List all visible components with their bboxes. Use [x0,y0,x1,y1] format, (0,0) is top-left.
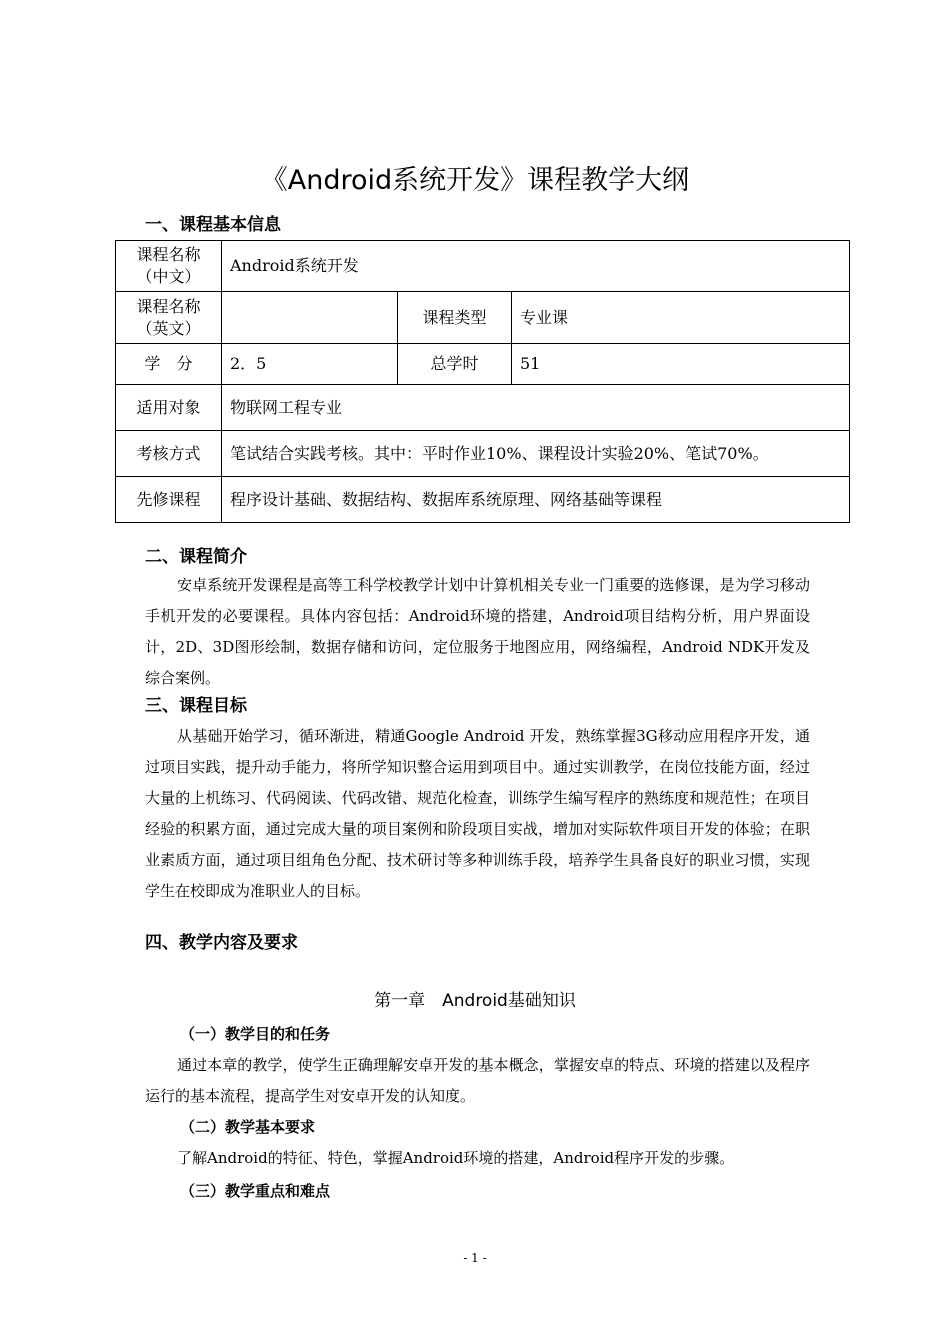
subheading-requirements: （二）教学基本要求 [180,1118,316,1136]
table-row-en-name [116,292,850,344]
cn-name-value: Android系统开发 [222,241,850,292]
section-heading-objectives: 三、课程目标 [145,696,247,716]
course-type-value: 专业课 [512,292,850,344]
en-name-label: 课程名称 （英文） [116,292,222,344]
objectives-paragraph: 从基础开始学习，循环渐进，精通Google Android 开发，熟练掌握3G移动应用程序开发，通过项目实践，提升动手能力，将所学知识整合运用到项目中。通过实训教学，在岗位技能方面，经过大量的上机练习、代码阅读、代码改错、规范化检查，训练学生编写程序的熟练度和规范性；在项目经验的积累方面，通过完成大量的项目案例和阶段项目实战，增加对实际软件项目开发的体验；在职业素质方面，通过项目组角色分配、技术研讨等多种训练手段，培养学生具备良好的职业习惯，实现学生在校即成为准职业人的目标。 [145,727,810,900]
table-row-prerequisites [116,477,850,523]
chapter-requirements-paragraph: 了解Android的特征、特色，掌握Android环境的搭建，Android程序开发的步骤。 [177,1149,735,1167]
prerequisites-label: 先修课程 [116,477,222,523]
credit-label: 学 分 [116,344,222,385]
en-name-value [222,292,398,344]
total-hours-value: 51 [512,344,850,385]
table-row-credit [116,344,850,385]
course-type-label: 课程类型 [398,292,512,344]
credit-value: 2．5 [222,344,398,385]
page-number: - 1 - [463,1251,487,1265]
chapter-objectives-paragraph: 通过本章的教学，使学生正确理解安卓开发的基本概念，掌握安卓的特点、环境的搭建以及程序运行的基本流程，提高学生对安卓开发的认知度。 [145,1056,810,1105]
subheading-objectives: （一）教学目的和任务 [180,1025,331,1043]
audience-value: 物联网工程专业 [222,385,850,431]
course-info-table [115,240,850,523]
total-hours-label: 总学时 [398,344,512,385]
section-heading-content: 四、教学内容及要求 [145,933,298,953]
audience-label: 适用对象 [116,385,222,431]
intro-paragraph: 安卓系统开发课程是高等工科学校教学计划中计算机相关专业一门重要的选修课，是为学习移动手机开发的必要课程。具体内容包括：Android环境的搭建，Android项目结构分析，用户界面设计，2D、3D图形绘制，数据存储和访问，定位服务于地图应用，网络编程，Android NDK开发及综合案例。 [145,576,810,687]
prerequisites-value: 程序设计基础、数据结构、数据库系统原理、网络基础等课程 [222,477,850,523]
subheading-key-points: （三）教学重点和难点 [180,1182,331,1200]
table-row-cn-name [116,241,850,292]
table-row-audience [116,385,850,431]
chapter-title: 第一章 Android基础知识 [374,991,576,1011]
section-heading-intro: 二、课程简介 [145,547,247,567]
section-heading-basic-info: 一、课程基本信息 [145,215,281,235]
assessment-label: 考核方式 [116,431,222,477]
table-row-assessment [116,431,850,477]
document-title: 《Android系统开发》课程教学大纲 [260,165,690,196]
assessment-value: 笔试结合实践考核。其中：平时作业10%、课程设计实验20%、笔试70%。 [222,431,850,477]
cn-name-label: 课程名称 （中文） [116,241,222,292]
